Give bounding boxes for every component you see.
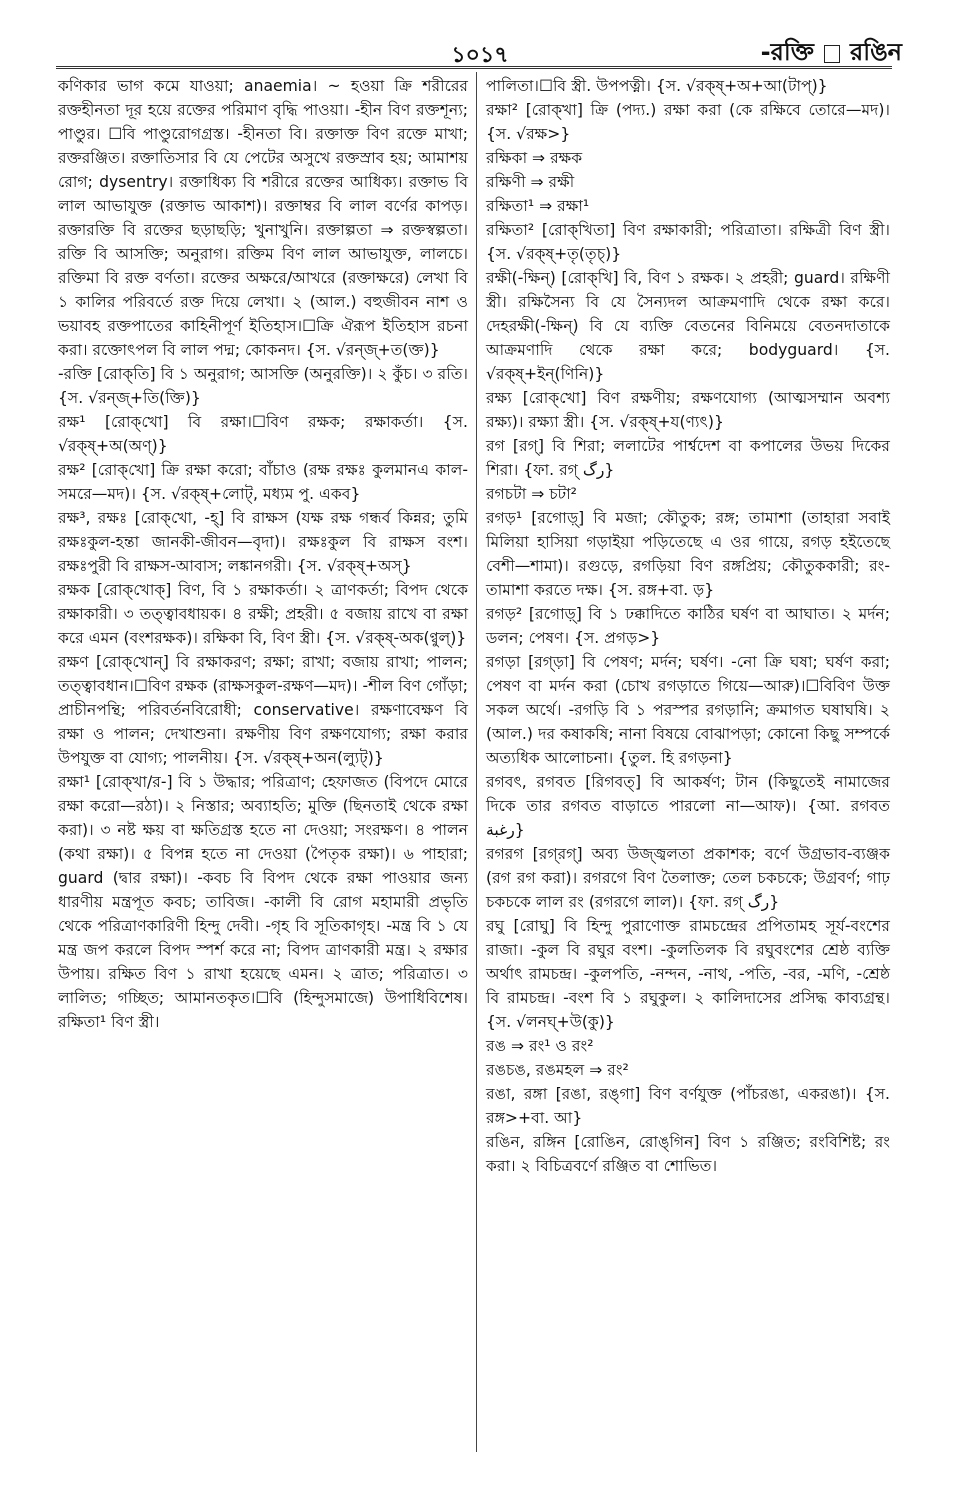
dictionary-entry: [58, 410, 468, 458]
dictionary-entry: [486, 146, 890, 170]
dictionary-entry: [58, 506, 468, 578]
guide-word-last: রঙিন: [850, 38, 902, 66]
entry-text: রগবৎ, রগবত [রিগবত্‌] বি আকর্ষণ; টান (কিছুতেই নামাজের দিকে তার রগবত বাড়াতে পারলো না—আফ)। {আ. রগবত رغبة}: [486, 773, 890, 839]
entry-text: রগরগ [রগ্‌রগ্‌] অব্য উজ্জ্বলতা প্রকাশক; বর্ণে উগ্রভাব-ব্যঞ্জক (রগ রগ করা)। রগরগে বিণ তৈলাক্ত; তেল চকচকে; উগ্রবর্ণ; গাঢ় চকচকে লাল রং (রগরগে লাল)। {ফা. রগ্‌ رگ}: [486, 845, 890, 911]
entry-text: রক্ষা² [রোক্‌খা] ক্রি (পদ্য.) রক্ষা করা (কে রক্ষিবে তোরে—মদ)। {স. √রক্ষ>}: [486, 101, 890, 143]
entry-text: রঙ ⇒ রং¹ ও রং²: [486, 1037, 594, 1055]
dictionary-entry: [486, 650, 890, 770]
guide-word-first: -রক্তি: [760, 38, 814, 66]
dictionary-entry: [58, 458, 468, 506]
entry-text: রগড়² [রগোড়্‌] বি ১ ঢক্কাদিতে কাঠির ঘর্ষণ বা আঘাত। ২ মর্দন; ডলন; পেষণ। {স. প্রগড়>}: [486, 605, 890, 647]
entry-text: রক্ষিণী ⇒ রক্ষী: [486, 173, 575, 191]
entry-text: রগচটা ⇒ চটা²: [486, 485, 577, 503]
entry-text: রগ [রগ্‌] বি শিরা; ললাটের পার্শ্বদেশ বা কপালের উভয় দিকের শিরা। {ফা. রগ্‌ رگ}: [486, 437, 890, 479]
dictionary-entry: [486, 266, 890, 386]
entry-text: রক্ষিতা¹ ⇒ রক্ষা¹: [486, 197, 590, 215]
dictionary-entry: [58, 74, 468, 362]
entry-text: রক্ষক [রোক্‌খোক্‌] বিণ, বি ১ রক্ষাকর্তা। ২ ত্রাণকর্তা; বিপদ থেকে রক্ষাকারী। ৩ তত্ত্বাবধায়ক। ৪ রক্ষী; প্রহরী। ৫ বজায় রাখে বা রক্ষা করে এমন (বংশরক্ষক)। রক্ষিকা বি, বিণ স্ত্রী। {স. √রক্ষ্‌-অক(ণ্বুল্‌)}: [58, 581, 468, 647]
dictionary-entry: [486, 1082, 890, 1130]
dictionary-entry: [486, 842, 890, 914]
dictionary-entry: [486, 1130, 890, 1178]
dictionary-entry: [486, 98, 890, 146]
dictionary-entry: [486, 770, 890, 842]
page-number: ১০১৭: [451, 43, 509, 68]
entry-text: রগড়া [রগ্‌ড়া] বি পেষণ; মর্দন; ঘর্ষণ। -নো ক্রি ঘষা; ঘর্ষণ করা; পেষণ বা মর্দন করা (চোখ রগড়াতে গিয়ে—আরু)।☐বিবিণ উক্ত সকল অর্থে। -রগড়ি বি ১ পরস্পর রগড়ানি; ক্রমাগত ঘষাঘষি। ২ (আল.) দর কষাকষি; নানা বিষয়ে বোঝাপড়া; কোনো কিছু সম্পর্কে অত্যধিক আলোচনা। {তুল. হি রগড়না}: [486, 653, 890, 767]
square-icon: [824, 45, 840, 63]
entry-text: পালিতা।☐বি স্ত্রী. উপপত্নী। {স. √রক্ষ্‌+অ+আ(টাপ্‌)}: [486, 77, 828, 95]
dictionary-entry: [486, 434, 890, 482]
dictionary-entry: [486, 506, 890, 602]
header-rule: [56, 66, 892, 69]
entry-text: রঙিন, রঙ্গিন [রোঙিন, রোঙ্‌গিন] বিণ ১ রঞ্জিত; রংবিশিষ্ট; রং করা। ২ বিচিত্রবর্ণে রঞ্জিত বা শোভিত।: [486, 1133, 890, 1175]
dictionary-entry: [486, 1058, 890, 1082]
dictionary-entry: [486, 194, 890, 218]
entry-text: কণিকার ভাগ কমে যাওয়া; anaemia। ~ হওয়া ক্রি শরীরের রক্তহীনতা দূর হয়ে রক্তের পরিমাণ বৃদ্ধি পাওয়া। -হীন বিণ রক্তশূন্য; পাণ্ডুর। ☐বি পাণ্ডুরোগগ্রস্ত। -হীনতা বি। রক্তাক্ত বিণ রক্তে মাখা; রক্তরঞ্জিত। রক্তাতিসার বি যে পেটের অসুখে রক্তস্রাব হয়; আমাশয় রোগ; dysentry। রক্তাধিক্য বি শরীরে রক্তের আধিক্য। রক্তাভ বি লাল আভাযুক্ত (রক্তাভ আকাশ)। রক্তাম্বর বি লাল বর্ণের কাপড়। রক্তারক্তি বি রক্তের ছড়াছড়ি; খুনাখুনি। রক্তাল্পতা ⇒ রক্তস্বল্পতা। রক্তি বি আসক্তি; অনুরাগ। রক্তিম বিণ লাল আভাযুক্ত, লালচে। রক্তিমা বি রক্ত বর্ণতা। রক্তের অক্ষরে/আখরে (রক্তাক্ষরে) লেখা বি ১ কালির পরিবর্তে রক্ত দিয়ে লেখা। ২ (আল.) বহুজীবন নাশ ও ভয়াবহ রক্তপাতের কাহিনীপূর্ণ ইতিহাস।☐ক্রি ঐরূপ ইতিহাস রচনা করা। রক্তোৎপল বি লাল পদ্ম; কোকনদ। {স. √রন্জ্‌+ত(ক্ত)}: [58, 77, 468, 359]
dictionary-entry: [58, 650, 468, 770]
entry-text: রক্ষণ [রোক্‌খোন্‌] বি রক্ষাকরণ; রক্ষা; রাখা; বজায় রাখা; পালন; তত্ত্বাবধান।☐বিণ রক্ষক (রাক্ষসকুল-রক্ষণ—মদ)। -শীল বিণ গোঁড়া; প্রাচীনপন্থি; পরিবর্তনবিরোধী; conservative। রক্ষণাবেক্ষণ বি রক্ষা ও পালন; দেখাশুনা। রক্ষণীয় বিণ রক্ষণযোগ্য; রক্ষা করার উপযুক্ত বা যোগ্য; পালনীয়। {স. √রক্ষ্‌+অন(ল্যুট্‌)}: [58, 653, 468, 767]
entry-text: রঘু [রোঘু] বি হিন্দু পুরাণোক্ত রামচন্দ্রের প্রপিতামহ সূর্য-বংশের রাজা। -কুল বি রঘুর বংশ। -কুলতিলক বি রঘুবংশের শ্রেষ্ঠ ব্যক্তি অর্থাৎ রামচন্দ্র। -কুলপতি, -নন্দন, -নাথ, -পতি, -বর, -মণি, -শ্রেষ্ঠ বি রামচন্দ্র। -বংশ বি ১ রঘুকুল। ২ কালিদাসের প্রসিদ্ধ কাব্যগ্রন্থ। {স. √লনঘ্‌+উ(কু)}: [486, 917, 890, 1031]
dictionary-entry: [486, 74, 890, 98]
entry-text: রক্ষ¹ [রোক্‌খো] বি রক্ষা।☐বিণ রক্ষক; রক্ষাকর্তা। {স. √রক্ষ্‌+অ(অণ্)}: [58, 413, 468, 455]
entry-text: রঙচঙ, রঙমহল ⇒ রং²: [486, 1061, 629, 1079]
entry-text: -রক্তি [রোক্‌তি] বি ১ অনুরাগ; আসক্তি (অনুরক্তি)। ২ কুঁচ। ৩ রতি। {স. √রন্জ্‌+তি(ক্তি)}: [58, 365, 468, 407]
entry-text: রঙা, রঙ্গা [রঙা, রঙ্‌গা] বিণ বর্ণযুক্ত (পাঁচরঙা, একরঙা)। {স. রঙ্গ>+বা. আ}: [486, 1085, 890, 1127]
dictionary-entry: [58, 770, 468, 1034]
entry-text: রক্ষ² [রোক্‌খো] ক্রি রক্ষা করো; বাঁচাও (রক্ষ রক্ষঃ কুলমানএ কাল-সমরে—মদ)। {স. √রক্ষ্‌+লোট্‌, মধ্যম পু. একব}: [58, 461, 468, 503]
dictionary-entry: [486, 218, 890, 266]
dictionary-entry: [486, 602, 890, 650]
entry-text: রগড়¹ [রগোড়্‌] বি মজা; কৌতুক; রঙ্গ; তামাশা (তাহারা সবাই মিলিয়া হাসিয়া গড়াইয়া পড়িতেছে এ ওর গায়ে, রগড় হইতেছে বেশী—শামা)। রগুড়ে, রগড়িয়া বিণ রঙ্গপ্রিয়; কৌতুককারী; রং-তামাশা করতে দক্ষ। {স. রঙ্গ+বা. ড়}: [486, 509, 890, 599]
entry-text: রক্ষিতা² [রোক্‌খিতা] বিণ রক্ষাকারী; পরিত্রাতা। রক্ষিত্রী বিণ স্ত্রী। {স. √রক্ষ্‌+তৃ(তৃচ্‌)}: [486, 221, 890, 263]
left-column: [58, 74, 468, 1034]
dictionary-entry: [486, 482, 890, 506]
entry-text: রক্ষী(-ক্ষিন্‌) [রোক্‌খি] বি, বিণ ১ রক্ষক। ২ প্রহরী; guard। রক্ষিণী স্ত্রী। রক্ষিসৈন্য বি যে সৈন্যদল আক্রমণাদি থেকে রক্ষা করে। দেহরক্ষী(-ক্ষিন্‌) বি যে ব্যক্তি বেতনের বিনিময়ে বেতনদাতাকে আক্রমণাদি থেকে রক্ষা করে; bodyguard। {স. √রক্ষ্‌+ইন্‌(ণিনি)}: [486, 269, 890, 383]
dictionary-entry: [486, 386, 890, 434]
dictionary-entry: [58, 362, 468, 410]
entry-text: রক্ষিকা ⇒ রক্ষক: [486, 149, 583, 167]
dictionary-entry: [58, 578, 468, 650]
dictionary-entry: [486, 914, 890, 1034]
column-divider: [476, 72, 477, 1452]
entry-text: রক্ষ্য [রোক্‌খো] বিণ রক্ষণীয়; রক্ষণযোগ্য (আত্মসম্মান অবশ্য রক্ষ্য)। রক্ষ্যা স্ত্রী। {স. √রক্ষ্‌+য(ণ্যৎ)}: [486, 389, 890, 431]
right-column: [486, 74, 890, 1178]
entry-text: রক্ষা¹ [রোক্‌খা/র-] বি ১ উদ্ধার; পরিত্রাণ; হেফাজত (বিপদে মোরে রক্ষা করো—রঠা)। ২ নিস্তার; অব্যাহতি; মুক্তি (ছিনতাই থেকে রক্ষা করা)। ৩ নষ্ট ক্ষয় বা ক্ষতিগ্রস্ত হতে না দেওয়া; সংরক্ষণ। ৪ পালন (কথা রক্ষা)। ৫ বিপন্ন হতে না দেওয়া (পৈতৃক রক্ষা)। ৬ পাহারা; guard (দ্বার রক্ষা)। -কবচ বি বিপদ থেকে রক্ষা পাওয়ার জন্য ধারণীয় মন্ত্রপূত কবচ; তাবিজ। -কালী বি রোগ মহামারী প্রভৃতি থেকে পরিত্রাণকারিণী হিন্দু দেবী। -গৃহ বি সূতিকাগৃহ। -মন্ত্র বি ১ যে মন্ত্র জপ করলে বিপদ স্পর্শ করে না; বিপদ ত্রাণকারী মন্ত্র। ২ রক্ষার উপায়। রক্ষিত বিণ ১ রাখা হয়েছে এমন। ২ ত্রাত; পরিত্রাত। ৩ লালিত; গচ্ছিত; আমানতকৃত।☐বি (হিন্দুসমাজে) উপাধিবিশেষ। রক্ষিতা¹ বিণ স্ত্রী।: [58, 773, 468, 1031]
entry-text: রক্ষ³, রক্ষঃ [রোক্‌খো, -হ্‌] বি রাক্ষস (যক্ষ রক্ষ গন্ধর্ব কিন্নর; তুমি রক্ষঃকুল-হন্তা জানকী-জীবন—বৃদা)। রক্ষঃকুল বি রাক্ষস বংশ। রক্ষঃপুরী বি রাক্ষস-আবাস; লঙ্কানগরী। {স. √রক্ষ্‌+অস্‌}: [58, 509, 468, 575]
dictionary-entry: [486, 1034, 890, 1058]
dictionary-entry: [486, 170, 890, 194]
